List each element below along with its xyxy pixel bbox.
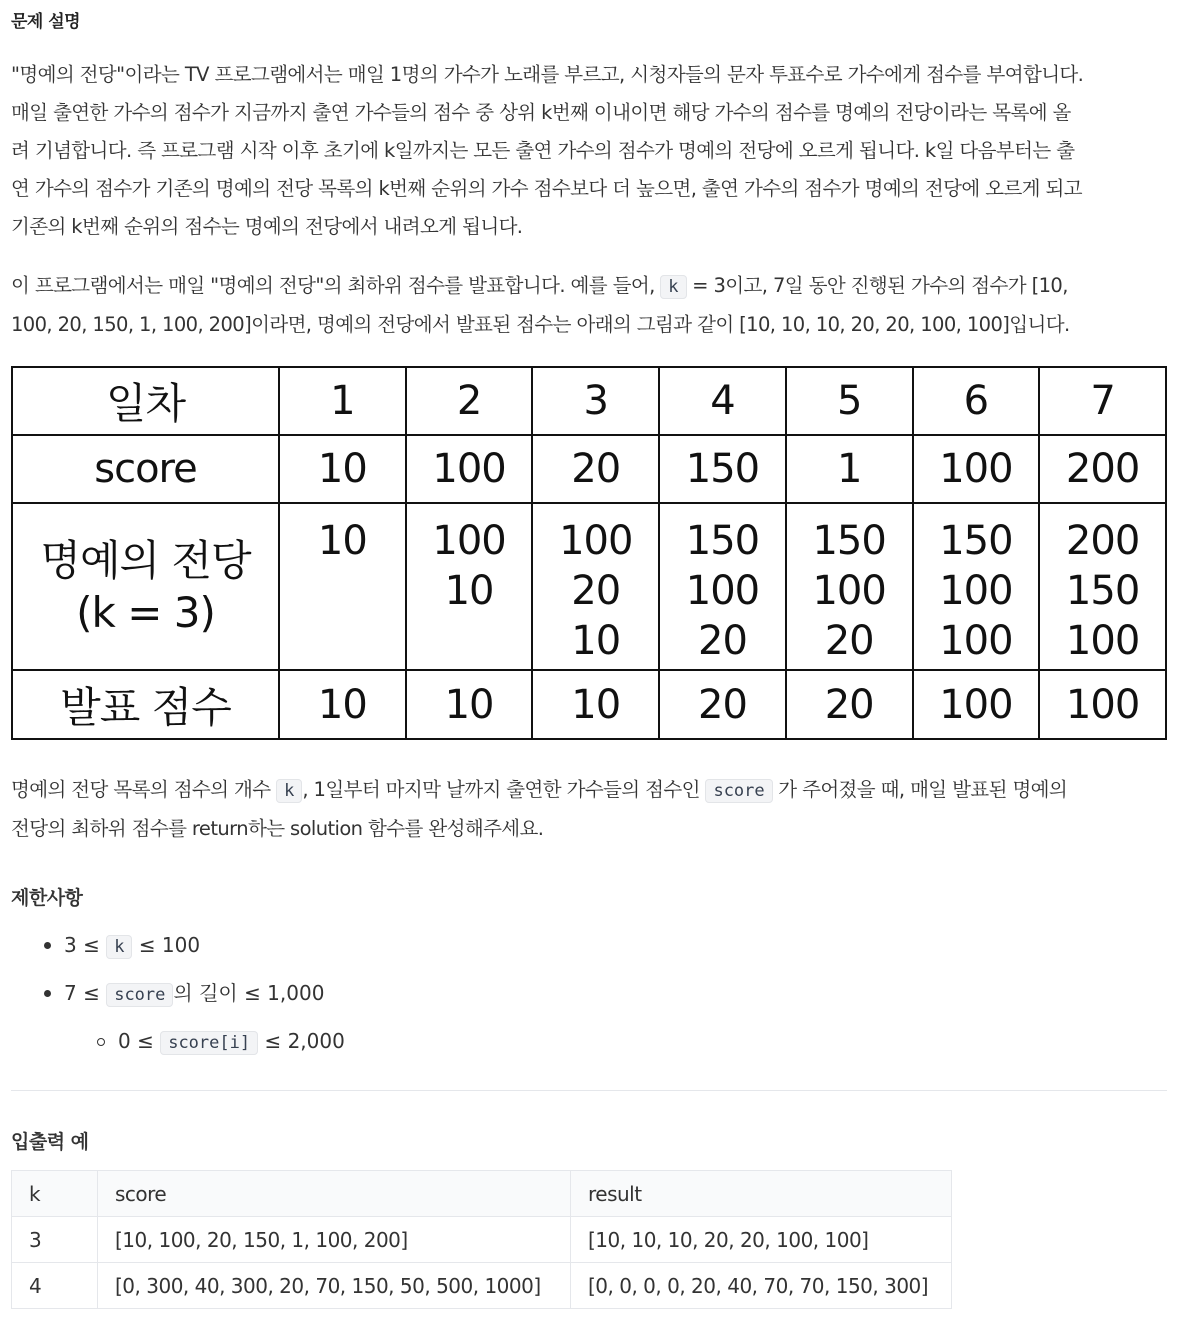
bullet-icon [44,990,51,997]
day-cell: 5 [786,367,913,435]
day-cell: 4 [659,367,786,435]
hall-value: 100 [559,518,633,564]
figure-row-days [12,367,1166,435]
divider [11,1090,1167,1091]
hall-cell [913,503,1040,670]
constraints-title: 제한사항 [11,887,83,909]
figure-row-hall [12,503,1166,670]
code-k: k [276,779,302,803]
io-example-table [11,1170,952,1309]
hall-value: 150 [1065,568,1140,614]
hall-value: 10 [317,518,367,564]
hall-cell [532,503,659,670]
constraint-subitem: 0 ≤ score[i] ≤ 2,000 [11,1021,345,1073]
code-score: score [705,779,772,803]
hall-value: 100 [812,568,886,614]
code-score: score [106,983,173,1007]
hall-value [280,616,405,666]
announced-cell: 10 [406,670,533,739]
example-text: = 3이고, 7일 동안 진행된 가수의 점수가 [10, [686,274,1068,297]
example-paragraph [11,267,1176,344]
intro-paragraph [11,56,1176,246]
example-text: 이 프로그램에서는 매일 "명예의 전당"의 최하위 점수를 발표합니다. 예를 들어, [11,274,655,297]
figure-row-scores [12,435,1166,503]
figure-row-announced [12,670,1166,739]
io-header: result [571,1171,952,1217]
day-cell: 2 [406,367,533,435]
code-k: k [106,935,132,959]
hall-value: 150 [812,518,886,564]
io-header-row [12,1171,952,1217]
constraints-list [11,925,345,1073]
io-cell: [0, 300, 40, 300, 20, 70, 150, 50, 500, 1000] [98,1263,571,1309]
hall-value: 20 [698,618,747,664]
io-header: score [98,1171,571,1217]
hall-value: 100 [939,568,1013,614]
hall-value: 100 [685,568,760,614]
day-label: 일차 [12,367,279,435]
task-text: 가 주어졌을 때, 매일 발표된 명예의 [778,778,1068,801]
intro-line: "명예의 전당"이라는 TV 프로그램에서는 매일 1명의 가수가 노래를 부르고, 시청자들의 문자 투표수로 가수에게 점수를 부여합니다. [11,63,1084,86]
constraint-item: 3 ≤ k ≤ 100 [11,925,345,973]
io-cell: [10, 10, 10, 20, 20, 100, 100] [571,1217,952,1263]
io-title: 입출력 예 [11,1131,89,1153]
hall-value [280,566,405,616]
day-cell: 6 [913,367,1040,435]
announced-cell: 10 [279,670,406,739]
announced-cell: 20 [659,670,786,739]
announced-cell: 10 [532,670,659,739]
hall-value: 10 [444,568,494,614]
score-cell: 200 [1039,435,1166,503]
day-cell: 7 [1039,367,1166,435]
hall-label-cell [12,503,279,670]
announced-cell: 20 [786,670,913,739]
day-cell: 3 [532,367,659,435]
bullet-icon [44,942,51,949]
hall-value: 20 [571,568,621,614]
hall-cell [279,503,406,670]
hall-value: 200 [1065,518,1140,564]
io-cell: 4 [12,1263,98,1309]
io-cell: [0, 0, 0, 0, 20, 40, 70, 70, 150, 300] [571,1263,952,1309]
score-cell: 20 [532,435,659,503]
table-row [12,1263,952,1309]
intro-line: 연 가수의 점수가 기존의 명예의 전당 목록의 k번째 순위의 가수 점수보다 더 높으면, 출연 가수의 점수가 명예의 전당에 오르게 되고 [11,177,1082,200]
constraint-item: 7 ≤ score 의 길이 ≤ 1,000 [11,973,345,1021]
score-cell: 1 [786,435,913,503]
hall-value: 10 [571,618,621,664]
table-row [12,1217,952,1263]
hall-value: 20 [824,618,874,664]
io-header: k [12,1171,98,1217]
hall-value: 150 [939,518,1013,564]
hall-k-label: (k = 3) [76,587,215,637]
hall-value: 100 [1065,618,1140,664]
io-cell: [10, 100, 20, 150, 1, 100, 200] [98,1217,571,1263]
day-cell: 1 [279,367,406,435]
hall-cell [786,503,913,670]
code-score-i: score[i] [160,1031,258,1055]
task-text: 명예의 전당 목록의 점수의 개수 [11,778,271,801]
figure-table [11,366,1167,740]
code-k: k [660,275,686,299]
section-title: 문제 설명 [11,12,81,32]
score-cell: 100 [913,435,1040,503]
hall-cell [659,503,786,670]
hall-value [407,616,532,666]
announced-cell: 100 [913,670,1040,739]
intro-line: 기존의 k번째 순위의 점수는 명예의 전당에서 내려오게 됩니다. [11,215,523,238]
hall-label: 명예의 전당 [40,535,251,585]
score-label: score [12,435,279,503]
score-cell: 100 [406,435,533,503]
task-paragraph [11,771,1176,848]
task-text: 전당의 최하위 점수를 return하는 solution 함수를 완성해주세요. [11,817,544,840]
hall-cell [406,503,533,670]
task-text: , 1일부터 마지막 날까지 출연한 가수들의 점수인 [302,778,700,801]
announced-cell: 100 [1039,670,1166,739]
score-cell: 10 [279,435,406,503]
hall-value: 100 [432,518,506,564]
hall-of-fame-figure [11,366,1167,738]
io-cell: 3 [12,1217,98,1263]
hall-value: 150 [685,518,760,564]
announce-label: 발표 점수 [12,670,279,739]
hall-value: 100 [939,618,1013,664]
score-cell: 150 [659,435,786,503]
intro-line: 매일 출연한 가수의 점수가 지금까지 출연 가수들의 점수 중 상위 k번째 이내이면 해당 가수의 점수를 명예의 전당이라는 목록에 올 [11,101,1071,124]
hall-cell [1039,503,1166,670]
hollow-bullet-icon [97,1038,105,1046]
example-text: 100, 20, 150, 1, 100, 200]이라면, 명예의 전당에서 발표된 점수는 아래의 그림과 같이 [10, 10, 10, 20, 20, 100, 100]입니다. [11,313,1070,336]
intro-line: 려 기념합니다. 즉 프로그램 시작 이후 초기에 k일까지는 모든 출연 가수의 점수가 명예의 전당에 오르게 됩니다. k일 다음부터는 출 [11,139,1075,162]
